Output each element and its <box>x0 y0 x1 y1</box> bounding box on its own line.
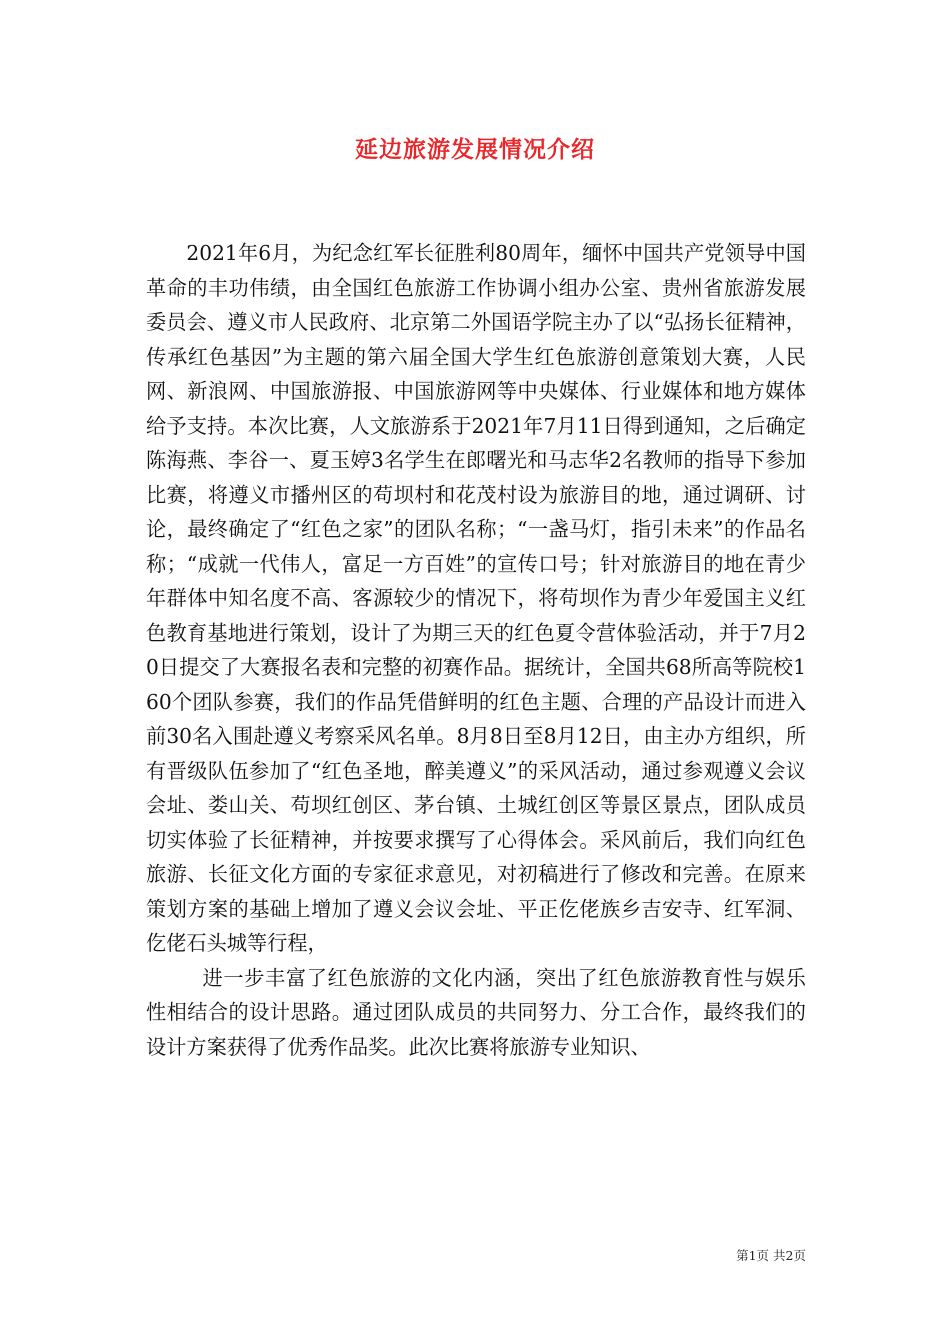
document-body <box>146 236 806 1064</box>
document-title: 延边旅游发展情况介绍 <box>355 136 595 163</box>
paragraph-2: 进一步丰富了红色旅游的文化内涵，突出了红色旅游教育性与娱乐性相结合的设计思路。通过团队成员的共同努力、分工合作，最终我们的设计方案获得了优秀作品奖。此次比赛将旅游专业知识、 <box>146 965 806 1059</box>
page-number-footer: 第1页 共2页 <box>736 1248 806 1263</box>
paragraph-1: 2021年6月，为纪念红军长征胜利80周年，缅怀中国共产党领导中国革命的丰功伟绩，由全国红色旅游工作协调小组办公室、贵州省旅游发展委员会、遵义市人民政府、北京第二外国语学院主办了以“弘扬长征精神，传承红色基因”为主题的第六届全国大学生红色旅游创意策划大赛，人民网、新浪网、中国旅游报、中国旅游网等中央媒体、行业媒体和地方媒体给予支持。本次比赛，人文旅游系于2021年7月11日得到通知，之后确定陈海燕、李谷一、夏玉婷3名学生在郎曙光和马志华2名教师的指导下参加比赛，将遵义市播州区的苟坝村和花茂村设为旅游目的地，通过调研、讨论，最终确定了“红色之家”的团队名称；“一盏马灯，指引未来”的作品名称；“成就一代伟人，富足一方百姓”的宣传口号；针对旅游目的地在青少年群体中知名度不高、客源较少的情况下，将苟坝作为青少年爱国主义红色教育基地进行策划，设计了为期三天的红色夏令营体验活动，并于7月20日提交了大赛报名表和完整的初赛作品。据统计，全国共68所高等院校160个团队参赛，我们的作品凭借鲜明的红色主题、合理的产品设计而进入前30名入围赴遵义考察采风名单。8月8日至8月12日，由主办方组织，所有晋级队伍参加了“红色圣地，醉美遵义”的采风活动，通过参观遵义会议会址、娄山关、苟坝红创区、茅台镇、土城红创区等景区景点，团队成员切实体验了长征精神，并按要求撰写了心得体会。采风前后，我们向红色旅游、长征文化方面的专家征求意见，对初稿进行了修改和完善。在原来策划方案的基础上增加了遵义会议会址、平正仡佬族乡吉安寺、红军洞、仡佬石头城等行程， <box>146 241 806 955</box>
